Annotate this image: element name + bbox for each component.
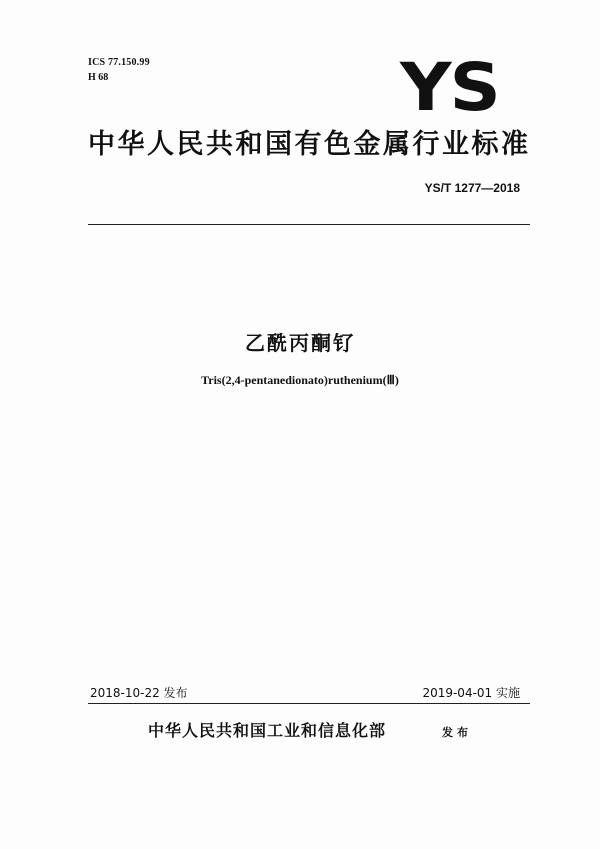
ics-code: ICS 77.150.99 — [88, 57, 150, 68]
issue-date: 2018-10-22 发布 — [90, 686, 188, 700]
header-divider — [88, 224, 530, 225]
standard-number: YS/T 1277—2018 — [424, 181, 520, 195]
document-title-en: Tris(2,4-pentanedionato)ruthenium(Ⅲ) — [201, 373, 399, 387]
document-title-cn: 乙酰丙酮钌 — [245, 331, 355, 355]
publish-label: 发布 — [442, 726, 472, 739]
footer-divider — [88, 703, 530, 704]
publishing-authority: 中华人民共和国工业和信息化部 — [148, 721, 387, 740]
industry-standard-title: 中华人民共和国有色金属行业标准 — [88, 129, 531, 160]
implementation-date: 2019-04-01 实施 — [422, 686, 520, 700]
ys-logo: YS — [400, 49, 499, 126]
ccs-code: H 68 — [88, 72, 109, 83]
